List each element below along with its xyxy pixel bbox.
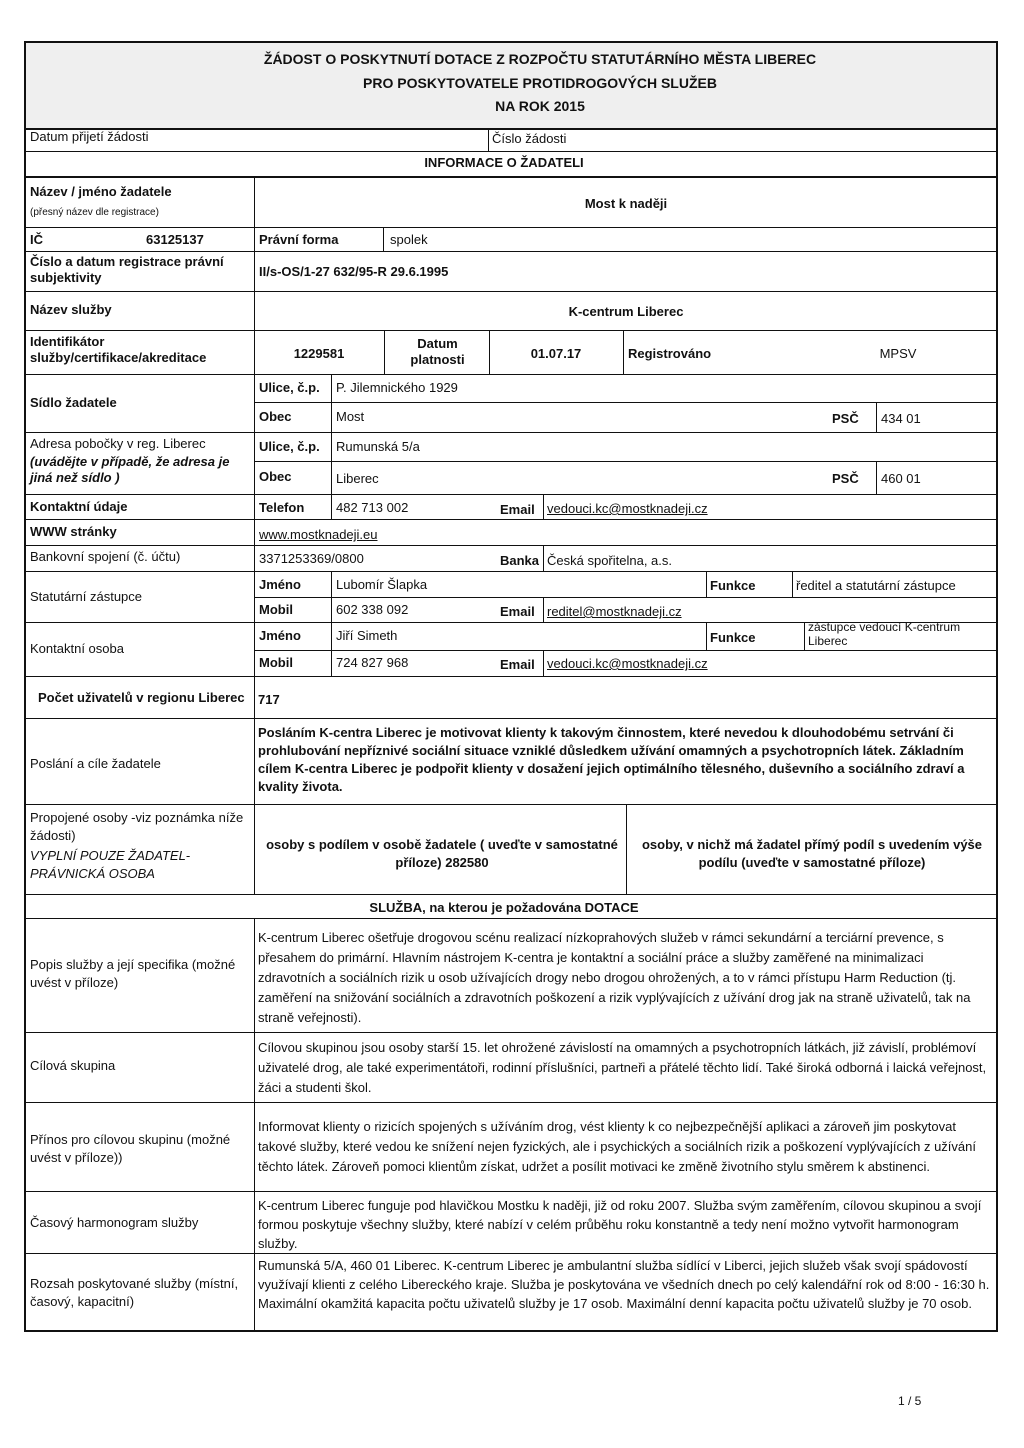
schedule-text: K-centrum Liberec funguje pod hlavičkou Mostku k naději, již od roku 2007. Služba svým zaměřením, cílovou skupinou a svojí formou poskytuje všechny služby, které nabízí v celém průběhu roku konstantně a tedy není možno vytvořit harmonogram služby. xyxy=(258,1198,982,1251)
rule-v xyxy=(254,176,255,894)
rule xyxy=(24,519,998,520)
rule xyxy=(24,545,998,546)
seat-street-label: Ulice, č.p. xyxy=(259,380,320,395)
contact-person-label: Kontaktní osoba xyxy=(30,641,124,656)
rule xyxy=(254,402,998,403)
contact-person-email-label: Email xyxy=(500,657,535,672)
bank-name-label: Banka xyxy=(500,553,540,568)
phone-label: Telefon xyxy=(259,500,305,515)
description-label: Popis služby a její specifika (možné uvést v příloze) xyxy=(30,957,236,990)
scope-text: Rumunská 5/A, 460 01 Liberec. K-centrum Liberec je ambulantní služba sídlící v Liberci, jejich služeb však svojí spádovostí využívají klienti z celého Libereckého kraje. Služba je poskytována ve všedních dnech po celý kalendářní rok od 8:00 - 16:30 h. Maximální okamžitá kapacita počtu uživatelů služby je 17 osob. Maximální denní kapacita počtu uživatelů služby je 70 osob. xyxy=(258,1258,990,1311)
statutory-mobile-label: Mobil xyxy=(259,602,293,617)
rule xyxy=(24,374,998,375)
rule xyxy=(24,1102,998,1103)
bank-label: Bankovní spojení (č. účtu) xyxy=(30,549,181,564)
rule xyxy=(24,894,998,895)
request-number-label: Číslo žádosti xyxy=(492,131,567,146)
registered-value: MPSV xyxy=(879,346,917,361)
benefit-text: Informovat klienty o rizicích spojených s užíváním drog, vést klienty k co nejbezpečnější aplikaci a zároveň jim poskytovat takové služby, které vedou ke snížení nejen fyzických, ale i psychických a sociálních rizik a poškození vyplývajících z užívání těchto látek. Zároveň pomoci klientům získat, udržet a posílit motivaci ke změně životního stylu směrem k abstinenci. xyxy=(258,1119,976,1174)
contact-email-link[interactable]: vedouci.kc@mostknadeji.cz xyxy=(547,501,708,516)
frame-bottom xyxy=(24,1330,998,1332)
identifier-value: 1229581 xyxy=(293,346,345,361)
branch-psc-label: PSČ xyxy=(832,471,859,486)
www-label: WWW stránky xyxy=(30,524,117,539)
schedule-label: Časový harmonogram služby xyxy=(30,1215,199,1230)
registered-label: Registrováno xyxy=(628,346,712,361)
related-label: Propojené osoby -viz poznámka níže žádosti) xyxy=(30,810,244,843)
contact-person-name-value: Jiří Simeth xyxy=(336,628,398,643)
rule-v xyxy=(488,128,489,152)
branch-street-label: Ulice, č.p. xyxy=(259,439,320,454)
rule-v xyxy=(331,571,332,676)
target-text: Cílovou skupinou jsou osoby starší 15. let ohrožené závislostí na omamných a psychotropních látkách, již závislí, problémoví uživatelé drog, ale také experimentátoři, rodinní příslušníci, partneři a přátelé těchto lidí. Také široká odborná i laická veřejnost, žáci a studenti škol. xyxy=(258,1040,987,1095)
validity-label: Datum platnosti xyxy=(410,336,465,367)
seat-label: Sídlo žadatele xyxy=(30,395,117,410)
www-link[interactable]: www.mostknadeji.eu xyxy=(259,527,378,542)
contact-email-label: Email xyxy=(500,502,535,517)
phone-value: 482 713 002 xyxy=(336,500,409,515)
related-note: VYPLNÍ POUZE ŽADATEL- PRÁVNICKÁ OSOBA xyxy=(30,848,191,881)
rule xyxy=(24,1253,998,1254)
contact-person-mobile-label: Mobil xyxy=(259,655,293,670)
seat-street-value: P. Jilemnického 1929 xyxy=(336,380,458,395)
rule xyxy=(24,804,998,805)
legal-form-label: Právní forma xyxy=(259,232,339,247)
rule-v xyxy=(804,622,805,650)
contact-label: Kontaktní údaje xyxy=(30,499,128,514)
ic-value: 63125137 xyxy=(146,232,204,247)
contact-person-mobile-value: 724 827 968 xyxy=(336,655,409,670)
form-title-line2: PRO POSKYTOVATELE PROTIDROGOVÝCH SLUŽEB xyxy=(363,75,717,91)
rule-v xyxy=(626,804,627,894)
form-title-line1: ŽÁDOST O POSKYTNUTÍ DOTACE Z ROZPOČTU STATUTÁRNÍHO MĚSTA LIBEREC xyxy=(263,51,817,67)
applicant-name-value: Most k naději xyxy=(584,196,668,211)
rule xyxy=(24,128,998,130)
registration-label: Číslo a datum registrace právní subjektivity xyxy=(30,254,224,285)
statutory-mobile-value: 602 338 092 xyxy=(336,602,409,617)
branch-note: (uvádějte v případě, že adresa je jiná než sídlo ) xyxy=(30,454,230,485)
rule xyxy=(24,176,998,178)
service-section-title: SLUŽBA, na kterou je požadována DOTACE xyxy=(369,900,639,915)
applicant-section-title: INFORMACE O ŽADATELI xyxy=(424,155,584,170)
applicant-name-note: (přesný název dle registrace) xyxy=(30,207,159,218)
legal-form-value: spolek xyxy=(390,232,428,247)
mission-text: Posláním K-centra Liberec je motivovat klienty k takovým činnostem, které nevedou k dlouhodobému setrvání či prohlubování nepříznivé sociální situace vzniklé důsledkem užívání omamných a psychotropních látek. Základním cílem K-centra Liberec je podpořit klienty v dosažení jejich optimálního tělesného, duševního a sociálního zdraví a kvality života. xyxy=(258,725,965,794)
form-title-line3: NA ROK 2015 xyxy=(495,98,585,114)
rule-v xyxy=(876,402,877,432)
rule xyxy=(24,151,998,152)
statutory-email-label: Email xyxy=(500,604,535,619)
statutory-function-label: Funkce xyxy=(710,578,756,593)
page-number: 1 / 5 xyxy=(898,1394,922,1408)
rule xyxy=(24,432,998,433)
branch-street-value: Rumunská 5/a xyxy=(336,439,420,454)
seat-psc-value: 434 01 xyxy=(881,411,921,426)
rule xyxy=(254,597,998,598)
registration-value: II/s-OS/1-27 632/95-R 29.6.1995 xyxy=(259,264,449,279)
bank-name-value: Česká spořitelna, a.s. xyxy=(547,553,673,568)
rule-v xyxy=(384,330,385,374)
benefit-label: Přínos pro cílovou skupinu (možné uvést v příloze)) xyxy=(30,1132,231,1165)
frame-left xyxy=(24,41,26,1331)
rule-v xyxy=(623,330,624,374)
rule xyxy=(24,330,998,331)
frame-right xyxy=(996,41,998,1331)
rule-v xyxy=(543,545,544,571)
description-text: K-centrum Liberec ošetřuje drogovou scénu realizací nízkoprahových služeb v rámci sekundární a terciární prevence, s přesahem do primární. Hlavním nástrojem K-centra je kontaktní a sociální práce a služby zaměřené na minimalizaci zdravotních a sociálních rizik u osob užívajících drogy nebo drogou ohrožených, a to v rámci přístupu Harm Reduction (tj. zaměření na snižování sociálních a zdravotních poškození a rizik vyplývajících z užívání drog jak na straně uživatelů, tak na straně veřejnosti). xyxy=(258,930,971,1025)
rule xyxy=(24,251,998,252)
branch-psc-value: 460 01 xyxy=(881,471,921,486)
related-col2: osoby, v nichž má žadatel přímý podíl s uvedením výše podílu (uveďte v samostatné příloze) xyxy=(641,837,983,870)
service-name-label: Název služby xyxy=(30,302,112,317)
related-col1: osoby s podílem v osobě žadatele ( uveďte v samostatné příloze) 282580 xyxy=(266,837,618,870)
rule-v xyxy=(792,571,793,597)
rule xyxy=(24,494,998,495)
target-label: Cílová skupina xyxy=(30,1058,116,1073)
statutory-name-value: Lubomír Šlapka xyxy=(336,577,428,592)
frame-top xyxy=(24,41,998,43)
seat-city-value: Most xyxy=(336,409,365,424)
rule-v xyxy=(706,571,707,597)
validity-value: 01.07.17 xyxy=(530,346,582,361)
statutory-label: Statutární zástupce xyxy=(30,589,143,604)
ic-label: IČ xyxy=(30,232,43,247)
users-label: Počet uživatelů v regionu Liberec xyxy=(38,690,245,705)
contact-person-email-link[interactable]: vedouci.kc@mostknadeji.cz xyxy=(547,656,708,671)
rule xyxy=(24,571,998,572)
rule xyxy=(254,650,998,651)
bank-account-value: 3371253369/0800 xyxy=(259,551,364,566)
users-value: 717 xyxy=(258,692,280,707)
statutory-name-label: Jméno xyxy=(259,577,301,592)
rule xyxy=(24,1032,998,1033)
rule xyxy=(254,461,998,462)
rule-v xyxy=(543,597,544,622)
seat-city-label: Obec xyxy=(259,409,292,424)
branch-label: Adresa pobočky v reg. Liberec xyxy=(30,436,206,451)
applicant-name-label: Název / jméno žadatele xyxy=(30,184,172,199)
rule xyxy=(24,718,998,719)
rule-v xyxy=(876,461,877,494)
rule xyxy=(24,291,998,292)
branch-city-label: Obec xyxy=(259,469,292,484)
contact-person-function-value: zástupce vedoucí K-centrum Liberec xyxy=(808,620,961,648)
scope-label: Rozsah poskytované služby (místní, časový, kapacitní) xyxy=(30,1276,239,1309)
branch-city-value: Liberec xyxy=(336,471,379,486)
rule-v xyxy=(331,494,332,519)
rule-v xyxy=(331,374,332,494)
received-date-label: Datum přijetí žádosti xyxy=(30,129,149,144)
rule-v xyxy=(706,622,707,650)
rule-v xyxy=(543,650,544,676)
rule xyxy=(24,918,998,919)
contact-person-function-label: Funkce xyxy=(710,630,756,645)
contact-person-name-label: Jméno xyxy=(259,628,301,643)
identifier-label: Identifikátor služby/certifikace/akreditace xyxy=(30,334,207,365)
statutory-function-value: ředitel a statutární zástupce xyxy=(796,578,956,593)
mission-label: Poslání a cíle žadatele xyxy=(30,756,161,771)
rule xyxy=(24,1191,998,1192)
rule-v xyxy=(383,227,384,251)
service-name-value: K-centrum Liberec xyxy=(568,304,684,319)
rule xyxy=(24,676,998,677)
rule xyxy=(24,227,998,228)
seat-psc-label: PSČ xyxy=(832,411,859,426)
statutory-email-link[interactable]: reditel@mostknadeji.cz xyxy=(547,604,682,619)
rule-v xyxy=(254,918,255,1330)
rule-v xyxy=(543,494,544,519)
